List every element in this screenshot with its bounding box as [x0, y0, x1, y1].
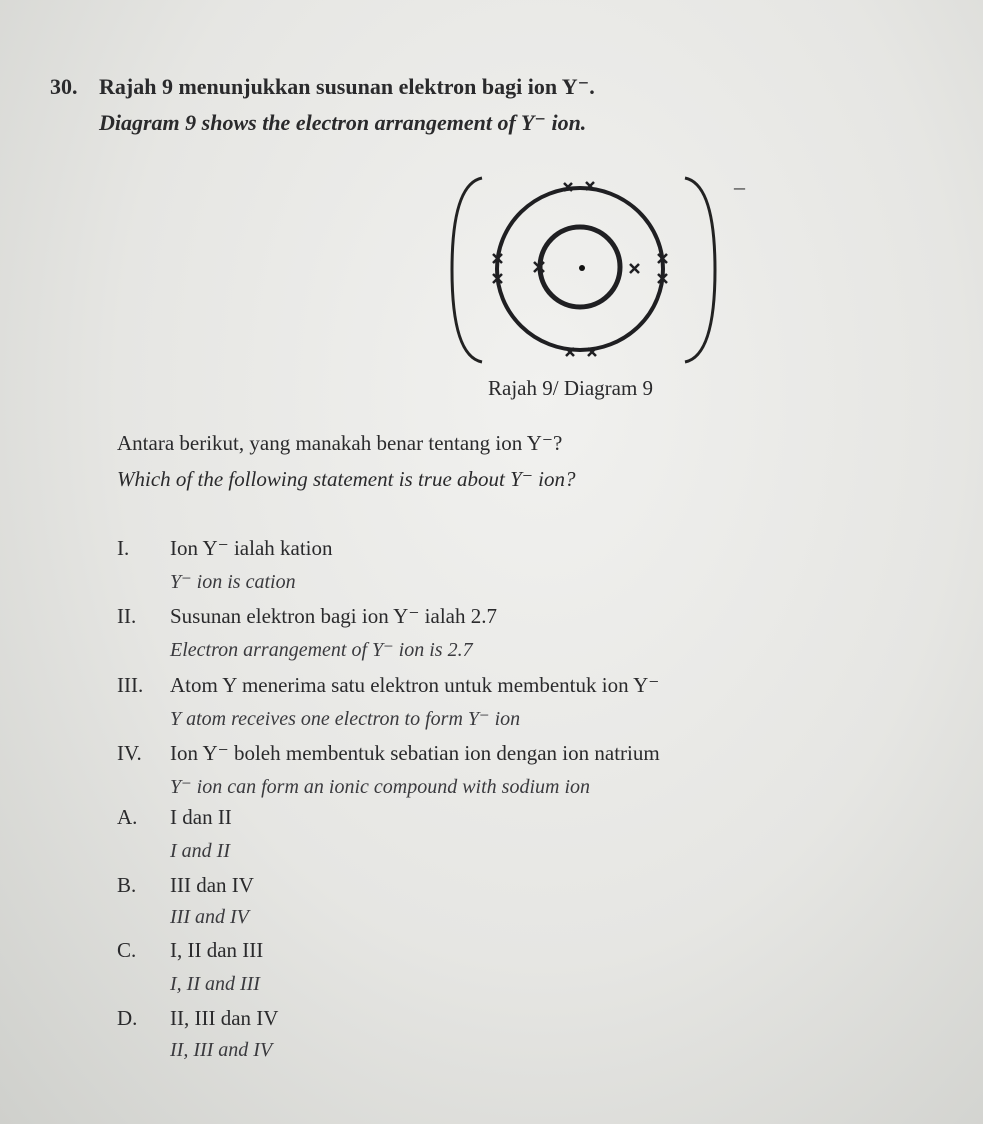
statement-number: I. [117, 536, 130, 560]
statement-number: IV. [117, 741, 142, 765]
statement-malay: Ion Y⁻ boleh membentuk sebatian ion dengan ion natrium [170, 741, 660, 765]
option-letter: A. [117, 805, 138, 829]
statement-malay: Atom Y menerima satu elektron untuk membentuk ion Y⁻ [170, 673, 660, 697]
option-letter: D. [117, 1006, 138, 1030]
statement-number: III. [117, 673, 144, 697]
option-english: I and II [170, 840, 230, 862]
option-malay: I dan II [170, 805, 232, 829]
electron-arrangement-diagram [430, 170, 760, 370]
left-bracket [452, 178, 482, 362]
statement-english: Y⁻ ion can form an ionic compound with sodium ion [170, 776, 590, 798]
option-letter: C. [117, 938, 137, 962]
statement-number: II. [117, 604, 137, 628]
statement-malay: Susunan elektron bagi ion Y⁻ ialah 2.7 [170, 604, 497, 628]
option-malay: I, II dan III [170, 938, 264, 962]
option-malay: II, III dan IV [170, 1006, 279, 1030]
option-english: I, II and III [170, 973, 260, 995]
option-english: III and IV [170, 906, 249, 928]
inner-shell-electrons [534, 262, 639, 273]
stem-english: Which of the following statement is true about Y⁻ ion? [117, 467, 576, 491]
stem-malay: Antara berikut, yang manakah benar tentang ion Y⁻? [117, 431, 563, 455]
question-number: 30. [50, 74, 78, 99]
statement-english: Electron arrangement of Y⁻ ion is 2.7 [170, 639, 473, 661]
option-malay: III dan IV [170, 873, 254, 897]
statement-english: Y⁻ ion is cation [170, 571, 296, 593]
nucleus [579, 265, 585, 271]
right-bracket [685, 178, 715, 362]
option-english: II, III and IV [170, 1039, 273, 1061]
question-text-english: Diagram 9 shows the electron arrangement of Y⁻ ion. [99, 110, 587, 135]
statement-english: Y atom receives one electron to form Y⁻ ion [170, 708, 521, 730]
option-letter: B. [117, 873, 137, 897]
diagram-caption: Rajah 9/ Diagram 9 [488, 376, 654, 400]
question-text-malay: Rajah 9 menunjukkan susunan elektron bagi ion Y⁻. [99, 74, 595, 99]
statement-malay: Ion Y⁻ ialah kation [170, 536, 333, 560]
charge-sign: – [734, 174, 745, 199]
